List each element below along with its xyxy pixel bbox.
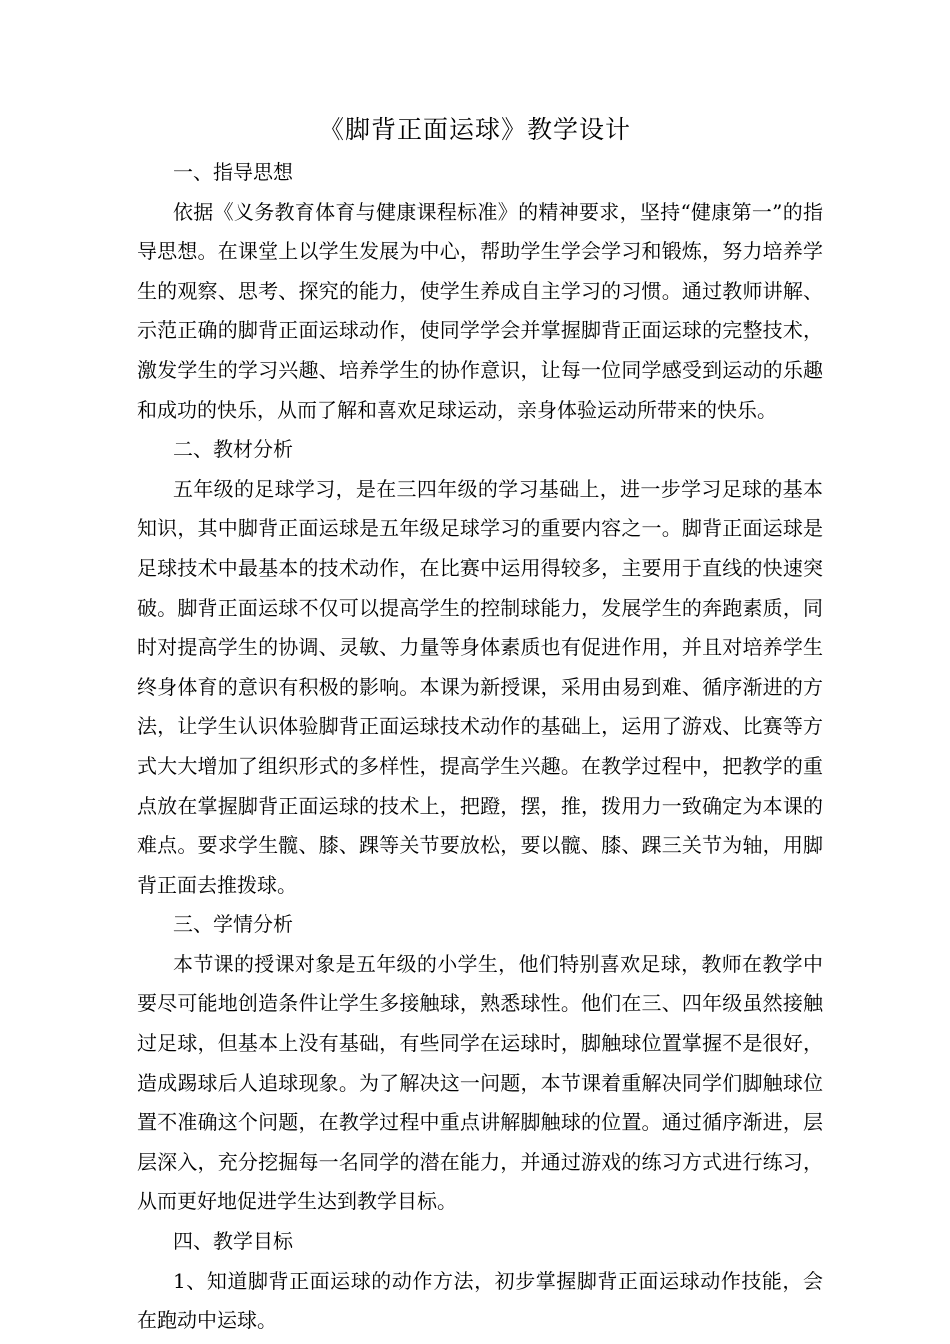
document-body: [137, 153, 823, 1341]
section-heading: 四、教学目标: [173, 1229, 293, 1254]
section-heading: 三、学情分析: [173, 912, 293, 937]
section-teaching-objectives: [137, 1222, 823, 1341]
paragraph: 五年级的足球学习，是在三四年级的学习基础上，进一步学习足球的基本知识，其中脚背正面运球是五年级足球学习的重要内容之一。脚背正面运球是足球技术中最基本的技术动作，在比赛中运用得较多，主要用于直线的快速突破。脚背正面运球不仅可以提高学生的控制球能力，发展学生的奔跑素质，同时对提高学生的协调、灵敏、力量等身体素质也有促进作用，并且对培养学生终身体育的意识有积极的影响。本课为新授课，采用由易到难、循序渐进的方法，让学生认识体验脚背正面运球技术动作的基础上，运用了游戏、比赛等方式大大增加了组织形式的多样性，提高学生兴趣。在教学过程中，把教学的重点放在掌握脚背正面运球的技术上，把蹬，摆，推，拨用力一致确定为本课的难点。要求学生髋、膝、踝等关节要放松，要以髋、膝、踝三关节为轴，用脚背正面去推拨球。: [137, 476, 823, 897]
section-material-analysis: [137, 430, 823, 905]
paragraph: 依据《义务教育体育与健康课程标准》的精神要求，坚持“健康第一”的指导思想。在课堂上以学生发展为中心，帮助学生学会学习和锻炼，努力培养学生的观察、思考、探究的能力，使学生养成自主学习的习惯。通过教师讲解、示范正确的脚背正面运球动作，使同学学会并掌握脚背正面运球的完整技术，激发学生的学习兴趣、培养学生的协作意识，让每一位同学感受到运动的乐趣和成功的快乐，从而了解和喜欢足球运动，亲身体验运动所带来的快乐。: [137, 199, 823, 422]
paragraph: 本节课的授课对象是五年级的小学生，他们特别喜欢足球，教师在教学中要尽可能地创造条件让学生多接触球，熟悉球性。他们在三、四年级虽然接触过足球，但基本上没有基础，有些同学在运球时，脚触球位置掌握不是很好，造成踢球后人追球现象。为了解决这一问题，本节课着重解决同学们脚触球位置不准确这个问题，在教学过程中重点讲解脚触球的位置。通过循序渐进，层层深入，充分挖掘每一名同学的潜在能力，并通过游戏的练习方式进行练习，从而更好地促进学生达到教学目标。: [137, 951, 823, 1214]
paragraph: 1、知道脚背正面运球的动作方法，初步掌握脚背正面运球动作技能，会在跑动中运球。: [137, 1268, 823, 1333]
section-heading: 一、指导思想: [173, 160, 293, 184]
section-guiding-ideology: [137, 153, 823, 430]
section-heading: 二、教材分析: [173, 437, 293, 462]
document-title: 《脚背正面运球》教学设计: [318, 115, 631, 144]
section-student-analysis: [137, 905, 823, 1222]
